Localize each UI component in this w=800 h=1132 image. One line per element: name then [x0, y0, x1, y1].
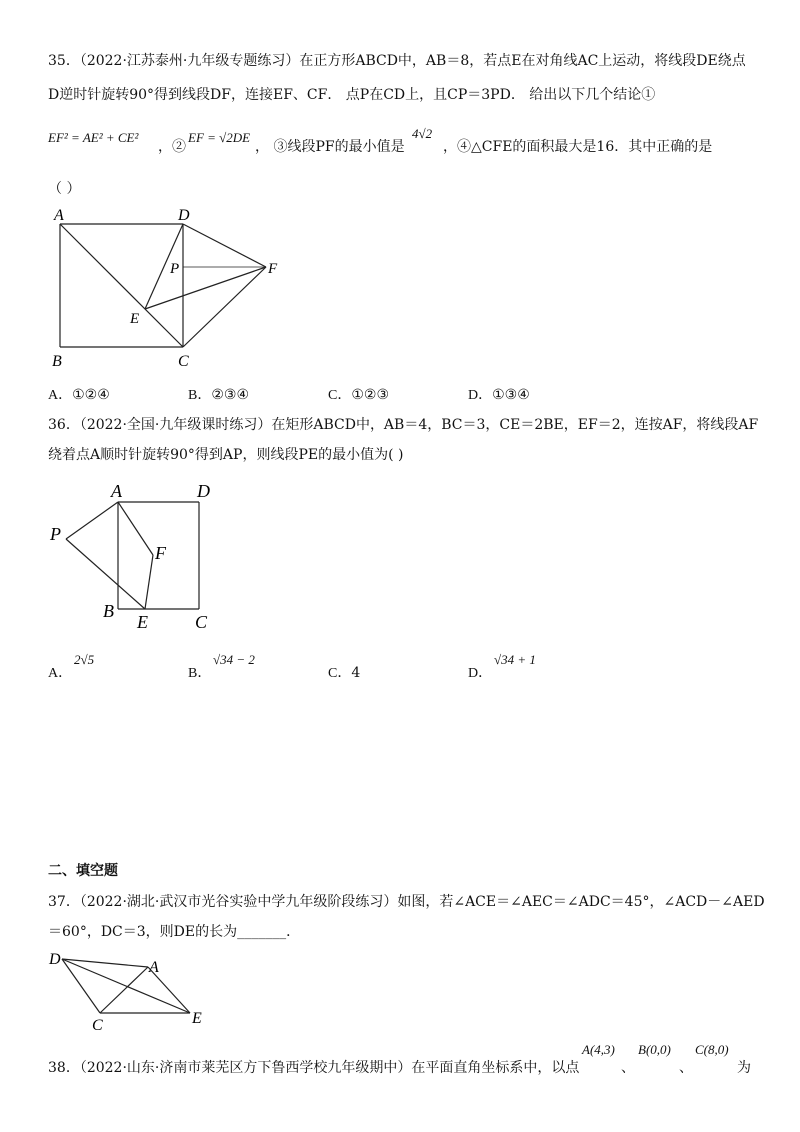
- q36-label-C: C: [195, 612, 208, 632]
- q37-figure: [45, 948, 220, 1033]
- q37-line2: ＝60°，DC＝3，则DE的长为_______．: [48, 924, 301, 940]
- q37-label-C: C: [92, 1017, 103, 1033]
- q35-choice-d[interactable]: D．①③④: [468, 387, 530, 403]
- q36-choice-a-value: 2√5: [74, 652, 95, 667]
- q35-formula-3: 4√2: [412, 126, 433, 141]
- q36-choice-b[interactable]: B．: [188, 666, 212, 681]
- q35-paren: （ ）: [48, 181, 81, 197]
- q36-label-P: P: [50, 524, 61, 544]
- q35-label-F: F: [268, 261, 278, 277]
- q36-choice-d[interactable]: D．: [468, 666, 493, 681]
- q36-choice-d-value: √34 + 1: [494, 652, 536, 667]
- q35-choice-c[interactable]: C．①②③: [328, 387, 389, 403]
- q38-sep-1: 、: [621, 1060, 635, 1076]
- q38-tail: 为: [737, 1060, 751, 1076]
- q35-line2: D逆时针旋转90°得到线段DF，连接EF、CF． 点P在CD上，且CP＝3PD． 给出以下几个结论①: [48, 87, 656, 103]
- q37-line1: 37．（2022·湖北·武汉市光谷实验中学九年级阶段练习）如图，若∠ACE＝∠AEC＝∠ADC＝45°，∠ACD－∠AED: [48, 894, 765, 910]
- q38-sep-2: 、: [679, 1060, 693, 1076]
- q36-choice-a[interactable]: A．: [48, 666, 73, 681]
- q35-label-E: E: [130, 311, 140, 327]
- q36-label-A: A: [111, 481, 122, 501]
- q38-point-c: C(8,0): [695, 1042, 729, 1057]
- q36-line1: 36．（2022·全国·九年级课时练习）在矩形ABCD中，AB＝4，BC＝3，CE＝2BE，EF＝2，连按AF，将线段AF: [48, 417, 759, 433]
- q36-line2: 绕着点A顺时针旋转90°得到AP，则线段PE的最小值为( ): [48, 447, 404, 463]
- q36-label-D: D: [197, 481, 210, 501]
- q38-line1: 38．（2022·山东·济南市莱芜区方下鲁西学校九年级期中）在平面直角坐标系中，以点: [48, 1060, 580, 1076]
- q35-text-mid1: ，②: [158, 139, 186, 155]
- q35-text-mid2: ， ③线段PF的最小值是: [255, 139, 405, 155]
- q36-figure: [45, 478, 235, 638]
- q38-point-a: A(4,3): [582, 1042, 615, 1057]
- q35-choice-a[interactable]: A．①②④: [48, 387, 110, 403]
- section-heading: 二、填空题: [48, 863, 118, 879]
- q35-label-P: P: [170, 261, 180, 277]
- q35-line1: 35．（2022·江苏泰州·九年级专题练习）在正方形ABCD中，AB＝8，若点E在对角线AC上运动，将线段DE绕点: [48, 53, 746, 69]
- q35-figure: [48, 205, 298, 375]
- q36-choice-b-value: √34 − 2: [213, 652, 255, 667]
- q35-choice-b[interactable]: B．②③④: [188, 387, 249, 403]
- q37-label-A: A: [149, 959, 159, 976]
- q36-label-F: F: [155, 543, 166, 563]
- q35-formula-2: EF = √2DE: [188, 130, 251, 145]
- q35-formula-1: EF² = AE² + CE²: [48, 130, 139, 145]
- q35-label-C: C: [178, 353, 189, 370]
- q36-label-E: E: [137, 612, 148, 632]
- q36-label-B: B: [103, 601, 114, 621]
- q37-label-D: D: [49, 951, 61, 968]
- q35-label-D: D: [178, 207, 190, 224]
- q36-choice-c[interactable]: C．4: [328, 665, 361, 681]
- q38-point-b: B(0,0): [638, 1042, 671, 1057]
- q35-label-B: B: [52, 353, 62, 370]
- q35-label-A: A: [54, 207, 64, 224]
- q35-text-mid3: ，④△CFE的面积最大是16．其中正确的是: [443, 139, 713, 155]
- q37-label-E: E: [192, 1010, 202, 1027]
